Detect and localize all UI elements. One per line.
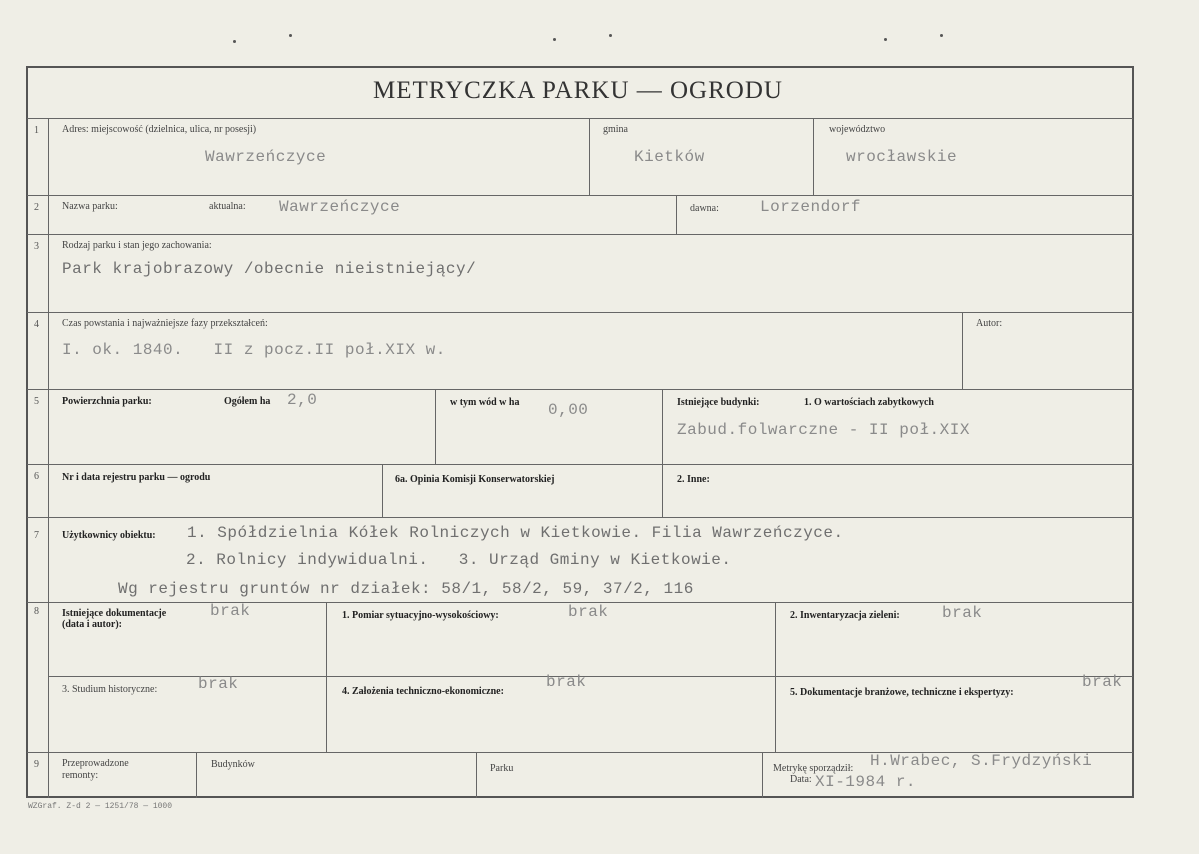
former-name-label: dawna: bbox=[690, 203, 719, 214]
docs-value: brak bbox=[210, 602, 251, 620]
row-number: 8 bbox=[34, 606, 39, 617]
park-name-label: Nazwa parku: bbox=[62, 201, 118, 212]
park-type-value: Park krajobrazowy /obecnie nieistniejący/ bbox=[62, 260, 477, 278]
total-area-value: 2,0 bbox=[287, 391, 318, 409]
other-buildings-label: 2. Inne: bbox=[677, 474, 710, 485]
prepared-by-label: Metrykę sporządził: bbox=[773, 763, 854, 774]
area-label: Powierzchnia parku: bbox=[62, 396, 152, 407]
water-area-label: w tym wód w ha bbox=[450, 397, 520, 408]
survey-label: 1. Pomiar sytuacyjno-wysokościowy: bbox=[342, 610, 499, 621]
punch-dot bbox=[940, 34, 943, 37]
punch-dot bbox=[609, 34, 612, 37]
current-name-value: Wawrzeńczyce bbox=[279, 198, 401, 216]
gmina-value: Kietków bbox=[634, 148, 705, 166]
row-number: 9 bbox=[34, 759, 39, 770]
address-label: Adres: miejscowość (dzielnica, ulica, nr posesji) bbox=[62, 124, 257, 135]
users-label: Użytkownicy obiektu: bbox=[62, 530, 156, 541]
greenery-value: brak bbox=[942, 604, 983, 622]
author-label: Autor: bbox=[976, 318, 1003, 329]
greenery-label: 2. Inwentaryzacja zieleni: bbox=[790, 610, 900, 621]
punch-dot bbox=[233, 40, 236, 43]
water-area-value: 0,00 bbox=[548, 401, 589, 419]
row-number: 7 bbox=[34, 530, 39, 541]
docs-label: Istniejące dokumentacje bbox=[62, 608, 167, 619]
current-name-label: aktualna: bbox=[209, 201, 246, 212]
survey-value: brak bbox=[568, 603, 609, 621]
row-number: 1 bbox=[34, 125, 39, 136]
total-area-label: Ogółem ha bbox=[224, 396, 271, 407]
page-title: METRYCZKA PARKU — OGRODU bbox=[373, 77, 783, 104]
repairs-label-sub: remonty: bbox=[62, 770, 99, 781]
prepared-by-value: H.Wrabec, S.Frydzyński bbox=[870, 752, 1093, 770]
punch-dot bbox=[884, 38, 887, 41]
branch-docs-label: 5. Dokumentacje branżowe, techniczne i ekspertyzy: bbox=[790, 687, 1014, 698]
row-number: 5 bbox=[34, 396, 39, 407]
voivodeship-value: wrocławskie bbox=[846, 148, 958, 166]
park-type-label: Rodzaj parku i stan jego zachowania: bbox=[62, 240, 212, 251]
punch-dot bbox=[289, 34, 292, 37]
period-value: I. ok. 1840. II z pocz.II poł.XIX w. bbox=[62, 341, 446, 359]
printer-footer: WZGraf. Z-d 2 — 1251/78 — 1000 bbox=[28, 802, 173, 811]
history-study-label: 3. Studium historyczne: bbox=[62, 684, 158, 695]
history-study-value: brak bbox=[198, 675, 239, 693]
row-number: 4 bbox=[34, 319, 39, 330]
repairs-label: Przeprowadzone bbox=[62, 758, 129, 769]
docs-label-sub: (data i autor): bbox=[62, 619, 122, 630]
tech-assumptions-label: 4. Założenia techniczno-ekonomiczne: bbox=[342, 686, 504, 697]
address-value: Wawrzeńczyce bbox=[205, 148, 327, 166]
row-number: 6 bbox=[34, 471, 39, 482]
former-name-value: Lorzendorf bbox=[760, 198, 862, 216]
repairs-park-label: Parku bbox=[490, 763, 514, 774]
users-line-1: 1. Spółdzielnia Kółek Rolniczych w Kietkowie. Filia Wawrzeńczyce. bbox=[187, 524, 844, 542]
repairs-buildings-label: Budynków bbox=[211, 759, 255, 770]
date-value: XI-1984 r. bbox=[815, 773, 917, 791]
row-number: 2 bbox=[34, 202, 39, 213]
users-line-2: 2. Rolnicy indywidualni. 3. Urząd Gminy w Kietkowie. bbox=[186, 551, 732, 569]
date-label: Data: bbox=[790, 774, 812, 785]
buildings-label: Istniejące budynki: bbox=[677, 397, 760, 408]
punch-dot bbox=[553, 38, 556, 41]
commission-opinion-label: 6a. Opinia Komisji Konserwatorskiej bbox=[395, 474, 555, 485]
gmina-label: gmina bbox=[603, 124, 628, 135]
buildings-historic-value: Zabud.folwarczne - II poł.XIX bbox=[677, 421, 970, 439]
register-label: Nr i data rejestru parku — ogrodu bbox=[62, 472, 211, 483]
row-number: 3 bbox=[34, 241, 39, 252]
buildings-historic-label: 1. O wartościach zabytkowych bbox=[804, 397, 934, 408]
branch-docs-value: brak bbox=[1082, 673, 1123, 691]
tech-assumptions-value: brak bbox=[546, 673, 587, 691]
voivodeship-label: województwo bbox=[829, 124, 886, 135]
land-register-line: Wg rejestru gruntów nr działek: 58/1, 58/2, 59, 37/2, 116 bbox=[118, 580, 694, 598]
period-label: Czas powstania i najważniejsze fazy przekształceń: bbox=[62, 318, 268, 329]
